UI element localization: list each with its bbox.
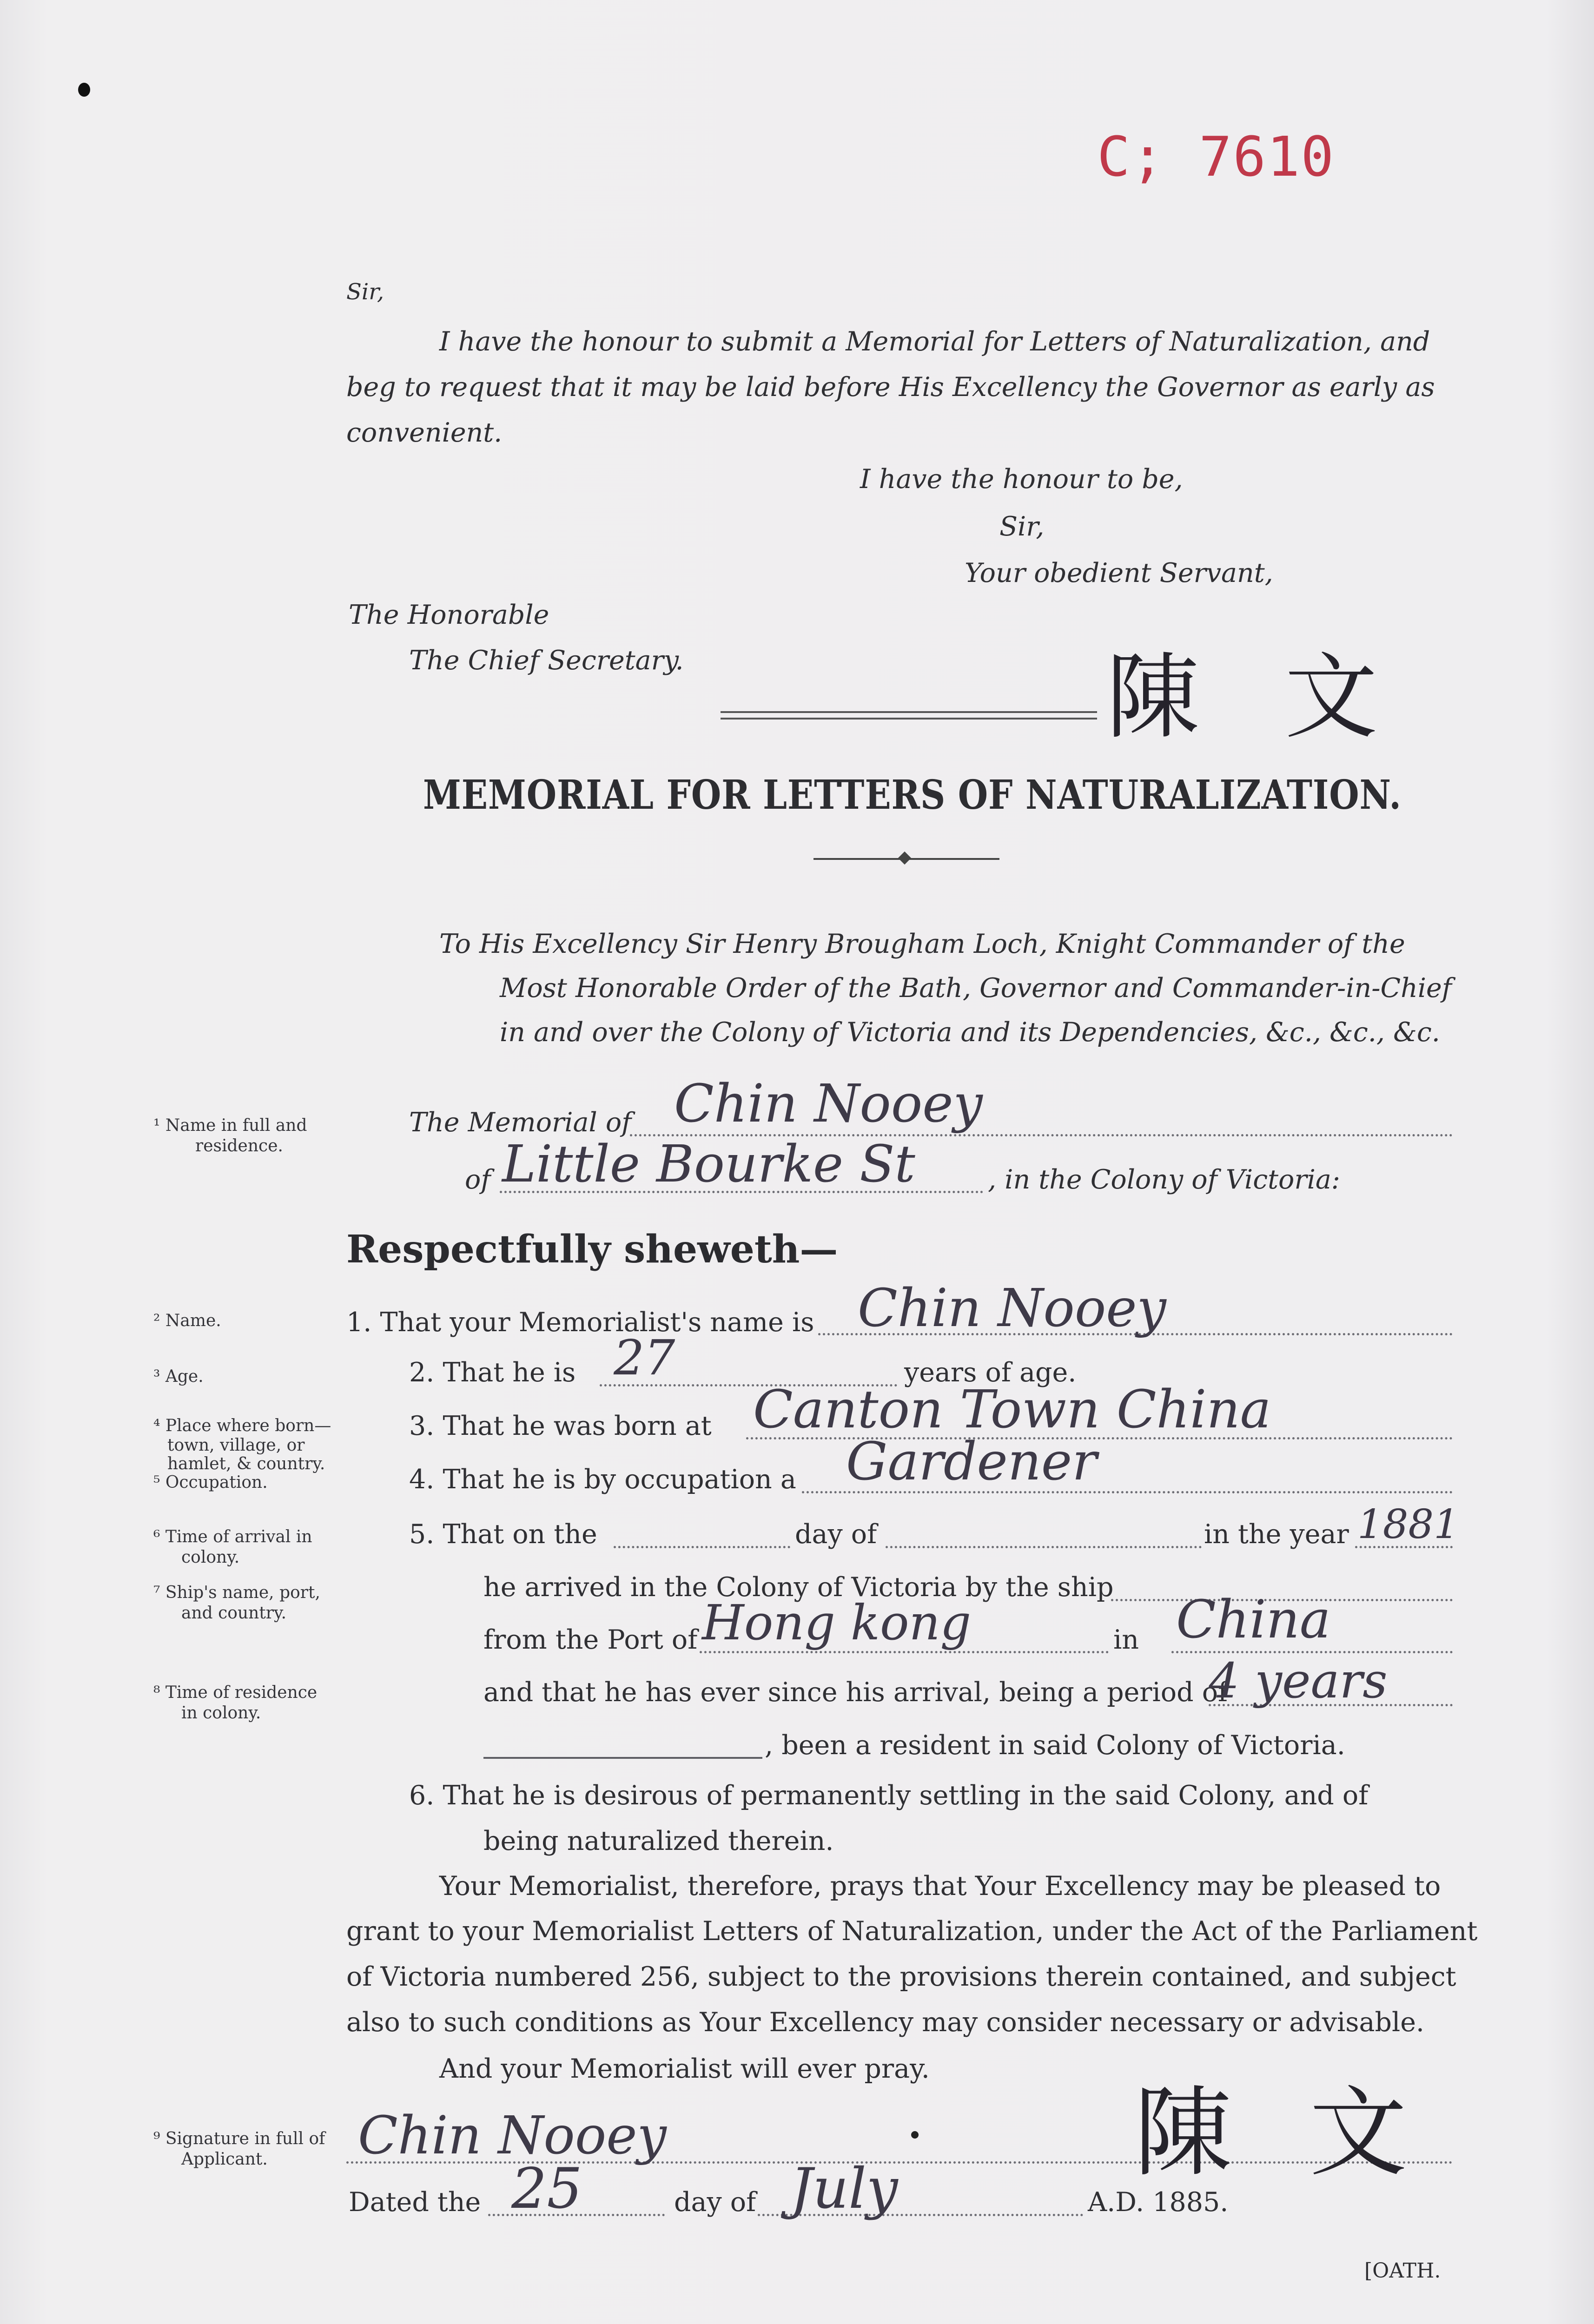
item-5-resident-text: , been a resident in said Colony of Victoria.	[765, 1730, 1345, 1761]
memorial-residence-value: Little Bourke St	[502, 1134, 915, 1194]
margin-note-8-line-2: in colony.	[181, 1703, 261, 1723]
page-title: MEMORIAL FOR LETTERS OF NATURALIZATION.	[423, 772, 1402, 819]
item-4-prefix: 4. That he is by occupation a	[409, 1464, 796, 1495]
margin-note-9	[153, 2129, 325, 2170]
letter-line-3: convenient.	[346, 417, 503, 448]
prayer-line-3: of Victoria numbered 256, subject to the provisions therein contained, and subject	[346, 1961, 1456, 1992]
margin-note-4-line-2: town, village, or	[167, 1436, 305, 1455]
closing-line-2: Sir,	[999, 511, 1045, 542]
address-line-2: Most Honorable Order of the Bath, Governor and Commander-in-Chief	[500, 973, 1452, 1004]
dated-label: Dated the	[349, 2187, 481, 2218]
addressee-line-1: The Honorable	[349, 600, 549, 630]
memorial-name-value: Chin Nooey	[674, 1074, 983, 1134]
dated-day-of: day of	[674, 2187, 756, 2218]
item-5-port-line	[700, 1651, 1109, 1653]
margin-note-6-line-1: ⁶ Time of arrival in	[153, 1527, 312, 1546]
margin-note-8-line-1: ⁸ Time of residence	[153, 1683, 317, 1702]
rule-double	[721, 711, 1097, 720]
prayer-line-2: grant to your Memorialist Letters of Naturalization, under the Act of the Parliament	[346, 1916, 1478, 1947]
closing-line-3: Your obedient Servant,	[965, 558, 1273, 588]
item-5-port-value: Hong kong	[702, 1594, 972, 1651]
margin-note-6-line-2: colony.	[181, 1548, 240, 1567]
item-5-day-of: day of	[795, 1519, 877, 1550]
margin-note-6	[153, 1527, 312, 1568]
margin-note-4-line-3: hamlet, & country.	[167, 1454, 325, 1473]
margin-note-2: ² Name.	[153, 1311, 221, 1330]
margin-note-9-line-1: ⁹ Signature in full of	[153, 2129, 325, 2148]
item-5-year-label: in the year	[1204, 1519, 1349, 1550]
ornament-diamond	[898, 852, 911, 865]
memorial-prefix: The Memorial of	[409, 1107, 632, 1138]
item-5-port-label: from the Port of	[483, 1624, 698, 1655]
margin-note-9-line-2: Applicant.	[181, 2150, 268, 2169]
margin-note-1-line-1: ¹ Name in full and	[153, 1116, 307, 1135]
prayer-line-1: Your Memorialist, therefore, prays that Your Excellency may be pleased to	[439, 1871, 1441, 1901]
item-5-ship-text: he arrived in the Colony of Victoria by the ship	[483, 1572, 1114, 1603]
salutation: Sir,	[346, 279, 384, 305]
address-line-1: To His Excellency Sir Henry Brougham Loch, Knight Commander of the	[439, 929, 1405, 959]
item-2-prefix: 2. That he is	[409, 1357, 576, 1388]
signature-name: Chin Nooey	[358, 2106, 667, 2166]
item-6-line-2: being naturalized therein.	[483, 1826, 834, 1856]
item-5-month-line	[886, 1546, 1202, 1548]
margin-note-7	[153, 1583, 320, 1624]
margin-note-1-line-2: residence.	[195, 1136, 283, 1155]
item-4-value: Gardener	[846, 1432, 1097, 1492]
item-5-period-text: and that he has ever since his arrival, being a period of	[483, 1677, 1228, 1708]
item-5-blank-line	[483, 1757, 762, 1759]
chinese-signature-top: 陳 文	[1106, 643, 1406, 752]
margin-note-7-line-1: ⁷ Ship's name, port,	[153, 1583, 320, 1602]
margin-note-5: ⁵ Occupation.	[153, 1473, 268, 1492]
margin-note-7-line-2: and country.	[181, 1604, 287, 1623]
reference-stamp: C; 7610	[1097, 125, 1335, 189]
item-1-value: Chin Nooey	[858, 1278, 1166, 1339]
address-line-3: in and over the Colony of Victoria and its Dependencies, &c., &c., &c.	[500, 1017, 1440, 1048]
margin-note-4	[153, 1416, 331, 1492]
signature-dot	[911, 2131, 919, 2139]
item-3-value: Canton Town China	[753, 1380, 1271, 1440]
letter-line-1: I have the honour to submit a Memorial for Letters of Naturalization, and	[439, 326, 1430, 357]
closing-line-1: I have the honour to be,	[860, 464, 1183, 495]
dated-ad: A.D. 1885.	[1088, 2187, 1229, 2218]
addressee-line-2: The Chief Secretary.	[409, 645, 684, 676]
item-5-country-value: China	[1176, 1590, 1331, 1650]
oath-reference: [OATH.	[1364, 2259, 1441, 2283]
item-1-prefix: 1. That your Memorialist's name is	[346, 1307, 814, 1338]
item-3-prefix: 3. That he was born at	[409, 1411, 712, 1441]
dated-month-value: July	[790, 2157, 898, 2221]
margin-note-3: ³ Age.	[153, 1367, 204, 1386]
sheweth-heading: Respectfully sheweth—	[346, 1227, 838, 1272]
item-5-day-line	[614, 1546, 790, 1548]
margin-note-4-line-1: ⁴ Place where born—	[153, 1416, 331, 1435]
letter-line-2: beg to request that it may be laid before His Excellency the Governor as early as	[346, 372, 1435, 403]
punch-mark	[78, 83, 90, 97]
memorial-suffix: , in the Colony of Victoria:	[988, 1164, 1341, 1195]
signature-chinese: 陳 文	[1134, 2076, 1430, 2190]
margin-note-8	[153, 1683, 317, 1723]
prayer-line-5: And your Memorialist will ever pray.	[439, 2053, 930, 2084]
item-2-suffix: years of age.	[904, 1357, 1077, 1388]
dated-day-value: 25	[511, 2157, 582, 2221]
item-6-line-1: 6. That he is desirous of permanently settling in the said Colony, and of	[409, 1780, 1369, 1811]
prayer-line-4: also to such conditions as Your Excellency may consider necessary or advisable.	[346, 2007, 1425, 2038]
margin-note-1	[153, 1116, 307, 1156]
item-5-year-value: 1881	[1357, 1501, 1459, 1548]
item-2-value: 27	[614, 1329, 675, 1386]
item-5-period-value: 4 years	[1209, 1652, 1388, 1709]
item-5-in: in	[1113, 1624, 1139, 1655]
item-5-prefix: 5. That on the	[409, 1519, 597, 1550]
memorial-of: of	[465, 1164, 491, 1195]
